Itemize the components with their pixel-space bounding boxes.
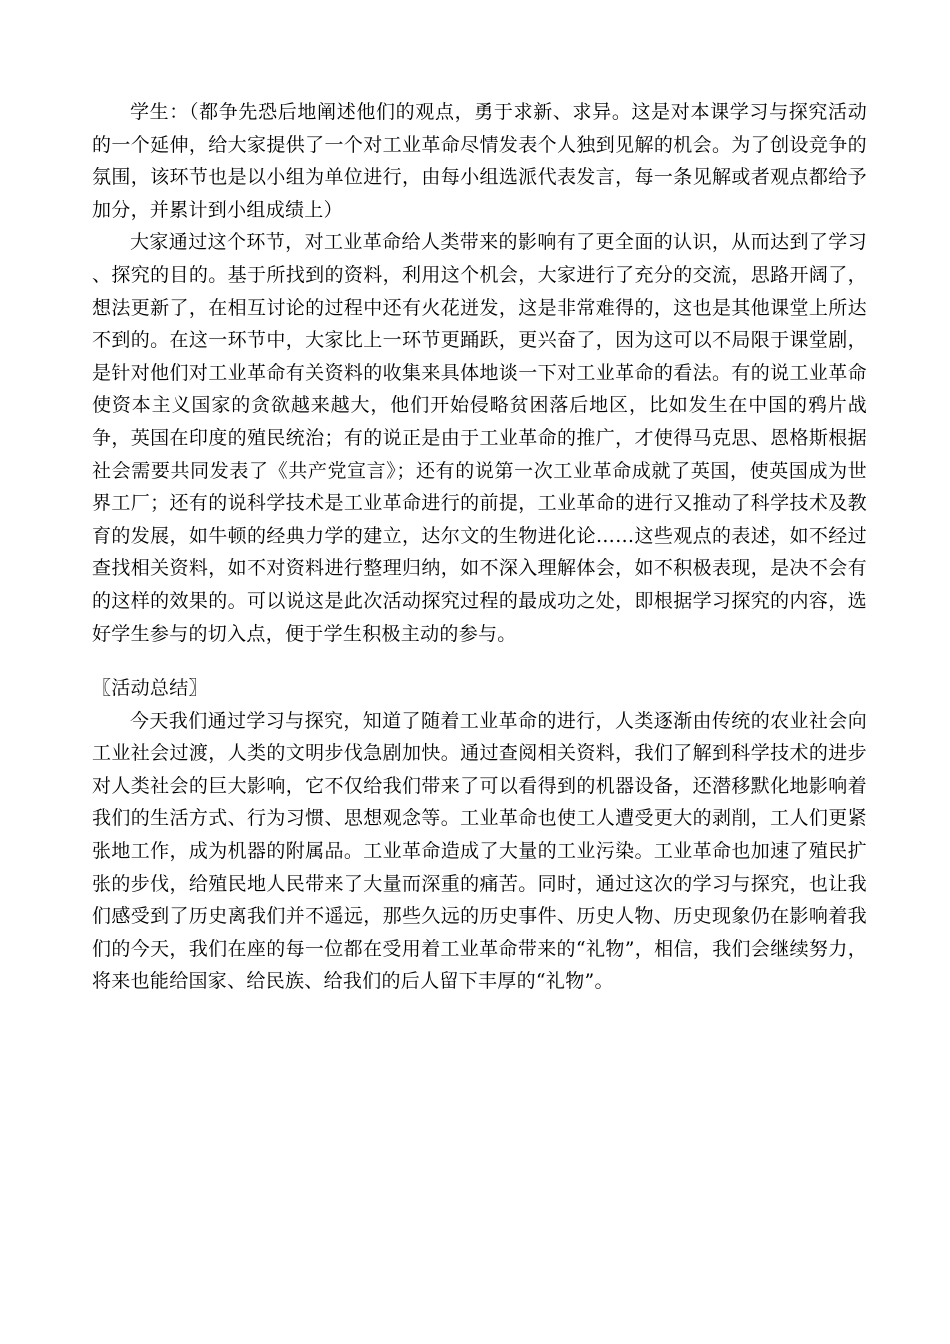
document-page (92, 96, 867, 998)
activity-summary-heading: 〖活动总结〗 (92, 677, 208, 700)
activity-summary-paragraph: 今天我们通过学习与探究，知道了随着工业革命的进行，人类逐渐由传统的农业社会向工业社会过渡，人类的文明步伐急剧加快。通过查阅相关资料，我们了解到科学技术的进步对人类社会的巨大影响，它不仅给我们带来了可以看得到的机器设备，还潜移默化地影响着我们的生活方式、行为习惯、思想观念等。工业革命也使工人遭受更大的剥削，工人们更紧张地工作，成为机器的附属品。工业革命造成了大量的工业污染。工业革命也加速了殖民扩张的步伐，给殖民地人民带来了大量而深重的痛苦。同时，通过这次的学习与探究，也让我们感受到了历史离我们并不遥远，那些久远的历史事件、历史人物、历史现象仍在影响着我们的今天，我们在座的每一位都在受用着工业革命带来的“礼物”，相信，我们会继续努力，将来也能给国家、给民族、给我们的后人留下丰厚的“礼物”。 (92, 709, 867, 993)
student-response-paragraph: 学生：（都争先恐后地阐述他们的观点，勇于求新、求异。这是对本课学习与探究活动的一个延伸，给大家提供了一个对工业革命尽情发表个人独到见解的机会。为了创设竞争的氛围，该环节也是以小组为单位进行，由每小组选派代表发言，每一条见解或者观点都给予加分，并累计到小组成绩上） (92, 101, 867, 221)
discussion-reflection-paragraph: 大家通过这个环节，对工业革命给人类带来的影响有了更全面的认识，从而达到了学习 、探究的目的。基于所找到的资料，利用这个机会，大家进行了充分的交流，思路开阔了，想法更新了，在相互讨论的过程中还有火花迸发，这是非常难得的，这也是其他课堂上所达不到的。在这一环节中，大家比上一环节更踊跃，更兴奋了，因为这可以不局限于课堂剧，是针对他们对工业革命有关资料的收集来具体地谈一下对工业革命的看法。有的说工业革命使资本主义国家的贪欲越来越大，他们开始侵略贫困落后地区，比如发生在中国的鸦片战争，英国在印度的殖民统治；有的说正是由于工业革命的推广，才使得马克思、恩格斯根据社会需要共同发表了《共产党宣言》；还有的说第一次工业革命成就了英国，使英国成为世界工厂；还有的说科学技术是工业革命进行的前提，工业革命的进行又推动了科学技术及教育的发展，如牛顿的经典力学的建立，达尔文的生物进化论……这些观点的表述，如不经过查找相关资料，如不对资料进行整理归纳，如不深入理解体会，如不积极表现，是决不会有的这样的效果的。可以说这是此次活动探究过程的最成功之处，即根据学习探究的内容，选好学生参与的切入点，便于学生积极主动的参与。 (92, 231, 867, 645)
section-spacer (92, 650, 867, 672)
